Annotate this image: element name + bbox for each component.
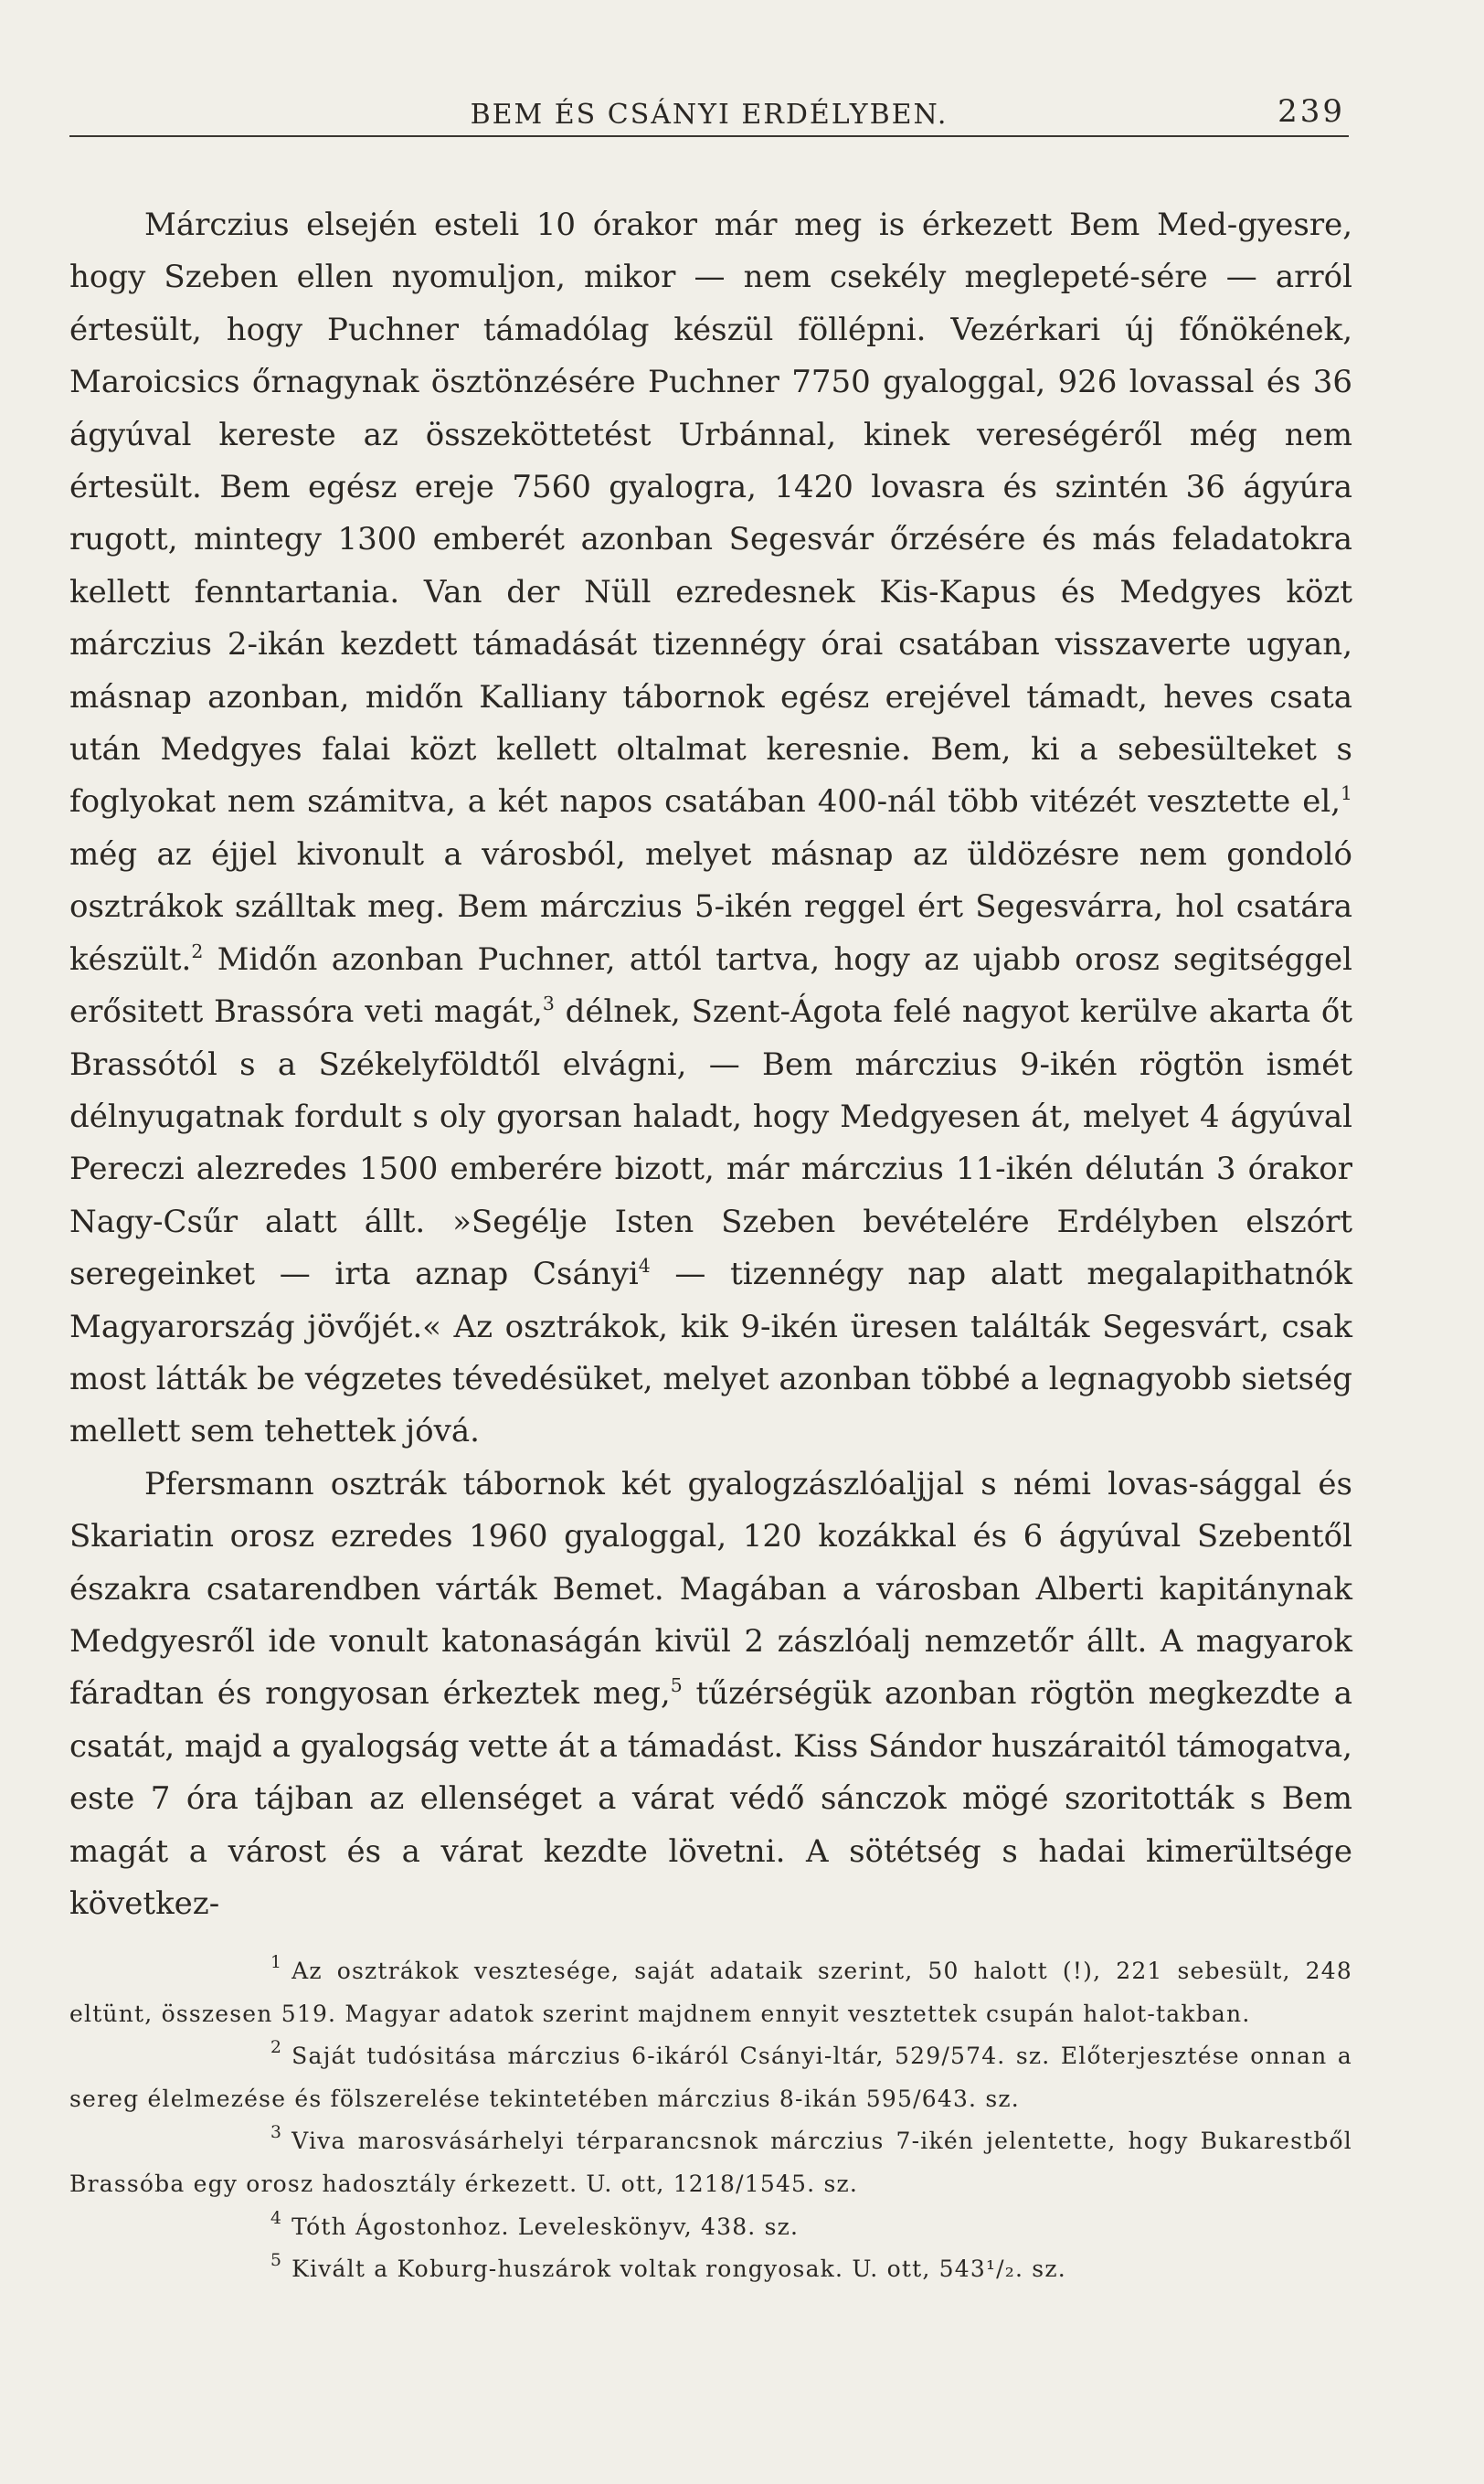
paragraph-text: Márczius elsején esteli 10 órakor már meg is érkezett Bem Med-gyesre, hogy Szeben ellen nyomuljon, mikor — nem csekély meglepeté-sére — arról értesült, hogy Puchner támadólag készül föllépni. Vezérkari új főnökének, Maroicsics őrnagynak ösztönzésére Puchner 7750 gyaloggal, 926 lovassal és 36 ágyúval kereste az összeköttetést Urbánnal, kinek vereségéről még nem értesült. Bem egész ereje 7560 gyalogra, 1420 lovasra és szintén 36 ágyúra rugott, mintegy 1300 emberét azonban Segesvár őrzésére és más feladatokra kellett fenntartania. Van der Nüll ezredesnek Kis-Kapus és Medgyes közt márczius 2-ikán kezdett támadását tizennégy órai csatában visszaverte ugyan, másnap azonban, midőn Kalliany tábornok egész erejével támadt, heves csata után Medgyes falai közt kellett oltalmat keresnie. Bem, ki a sebesülteket s foglyokat nem számitva, a két napos csatában 400-nál több vitézét vesztette el, bbox=[69, 207, 1352, 821]
footnote-number: 5 bbox=[270, 2250, 283, 2270]
paragraph bbox=[69, 199, 1352, 1459]
footnote bbox=[69, 2120, 1352, 2205]
footnote-text: Az osztrákok vesztesége, saját adataik szerint, 50 halott (!), 221 sebesült, 248 eltünt, összesen 519. Magyar adatok szerint majdnem ennyit vesztettek csupán halot-takban. bbox=[69, 1958, 1352, 2027]
footnote bbox=[69, 2206, 1352, 2249]
footnote-reference: 5 bbox=[670, 1674, 683, 1697]
paragraph-text: még az éjjel kivonult a városból, melyet másnap az üldözésre nem gondoló osztrákok szálltak meg. Bem márczius 5-ikén reggel ért Segesvárra, hol csatára készült. bbox=[69, 835, 1352, 978]
paragraph bbox=[69, 1459, 1352, 1931]
footnote bbox=[69, 2248, 1352, 2291]
footnotes bbox=[69, 1950, 1352, 2291]
footnote-text: Saját tudósitása márczius 6-ikáról Csányi-ltár, 529/574. sz. Előterjesztése onnan a sereg élelmezése és fölszerelése tekintetében márczius 8-ikán 595/643. sz. bbox=[69, 2043, 1352, 2112]
footnote-mark bbox=[170, 2120, 282, 2163]
footnote bbox=[69, 2035, 1352, 2120]
paragraph-text: tűzérségük azonban rögtön megkezdte a csatát, majd a gyalogság vette át a támadást. Kiss Sándor huszáraitól támogatva, este 7 óra tájban az ellenséget a várat védő sánczok mögé szoritották s Bem magát a várost és a várat kezdte lövetni. A sötétség s hadai kimerültsége következ- bbox=[69, 1675, 1352, 1922]
footnote-text: Kivált a Koburg-huszárok voltak rongyosak. U. ott, 543¹/₂. sz. bbox=[292, 2256, 1066, 2283]
paragraph-text: Pfersmann osztrák tábornok két gyalogzászlóaljjal s némi lovas-sággal és Skariatin orosz ezredes 1960 gyaloggal, 120 kozákkal és 6 ágyúval Szebentől északra csatarendben várták Bemet. Magában a városban Alberti kapitánynak Medgyesről ide vonult katonaságán kivül 2 zászlóalj nemzetőr állt. A magyarok fáradtan és rongyosan érkeztek meg, bbox=[69, 1465, 1352, 1713]
footnote-number: 3 bbox=[270, 2123, 283, 2143]
footnote-mark bbox=[170, 2248, 282, 2291]
footnote-number: 2 bbox=[270, 2038, 283, 2057]
paragraph-text: délnek, Szent-Ágota felé nagyot kerülve akarta őt Brassótól s a Székelyföldtől elvágni, — Bem márczius 9-ikén rögtön ismét délnyugatnak fordult s oly gyorsan haladt, hogy Medgyesen át, melyet 4 ágyúval Pereczi alezredes 1500 emberére bizott, már márczius 11-ikén délután 3 órakor Nagy-Csűr alatt állt. »Segélje Isten Szeben bevételére Erdélyben elszórt seregeinket — irta aznap Csányi bbox=[69, 993, 1353, 1293]
footnote-text: Tóth Ágostonhoz. Leveleskönyv, 438. sz. bbox=[292, 2213, 800, 2240]
footnote-number: 4 bbox=[270, 2208, 283, 2228]
footnote-mark bbox=[170, 2206, 282, 2249]
footnote-reference: 3 bbox=[542, 992, 555, 1014]
footnote-text: Viva marosvásárhelyi térparancsnok márczius 7-ikén jelentette, hogy Bukarestből Brassóba egy orosz hadosztály érkezett. U. ott, 1218/1545. sz. bbox=[69, 2128, 1352, 2197]
paragraph-text: — tizennégy nap alatt megalapithatnók Magyarország jövőjét.« Az osztrákok, kik 9-ikén üresen találták Segesvárt, csak most látták be végzetes tévedésüket, melyet azonban többé a legnagyobb sietség mellett sem tehettek jóvá. bbox=[69, 1256, 1352, 1450]
page-number: 239 bbox=[1277, 93, 1345, 130]
footnote-reference: 1 bbox=[1341, 782, 1352, 805]
footnote bbox=[69, 1950, 1352, 2035]
footnote-number: 1 bbox=[270, 1952, 283, 1972]
footnote-reference: 2 bbox=[191, 939, 204, 962]
page-header bbox=[69, 80, 1349, 137]
footnote-mark bbox=[170, 1950, 282, 1993]
running-head: BEM ÉS CSÁNYI ERDÉLYBEN. bbox=[470, 99, 949, 131]
footnote-mark bbox=[170, 2035, 282, 2078]
body-text bbox=[69, 199, 1352, 1930]
footnote-reference: 4 bbox=[638, 1254, 651, 1277]
paragraph-text: Midőn azonban Puchner, attól tartva, hogy az ujabb orosz segitséggel erősitett Brassóra veti magát, bbox=[69, 940, 1352, 1031]
